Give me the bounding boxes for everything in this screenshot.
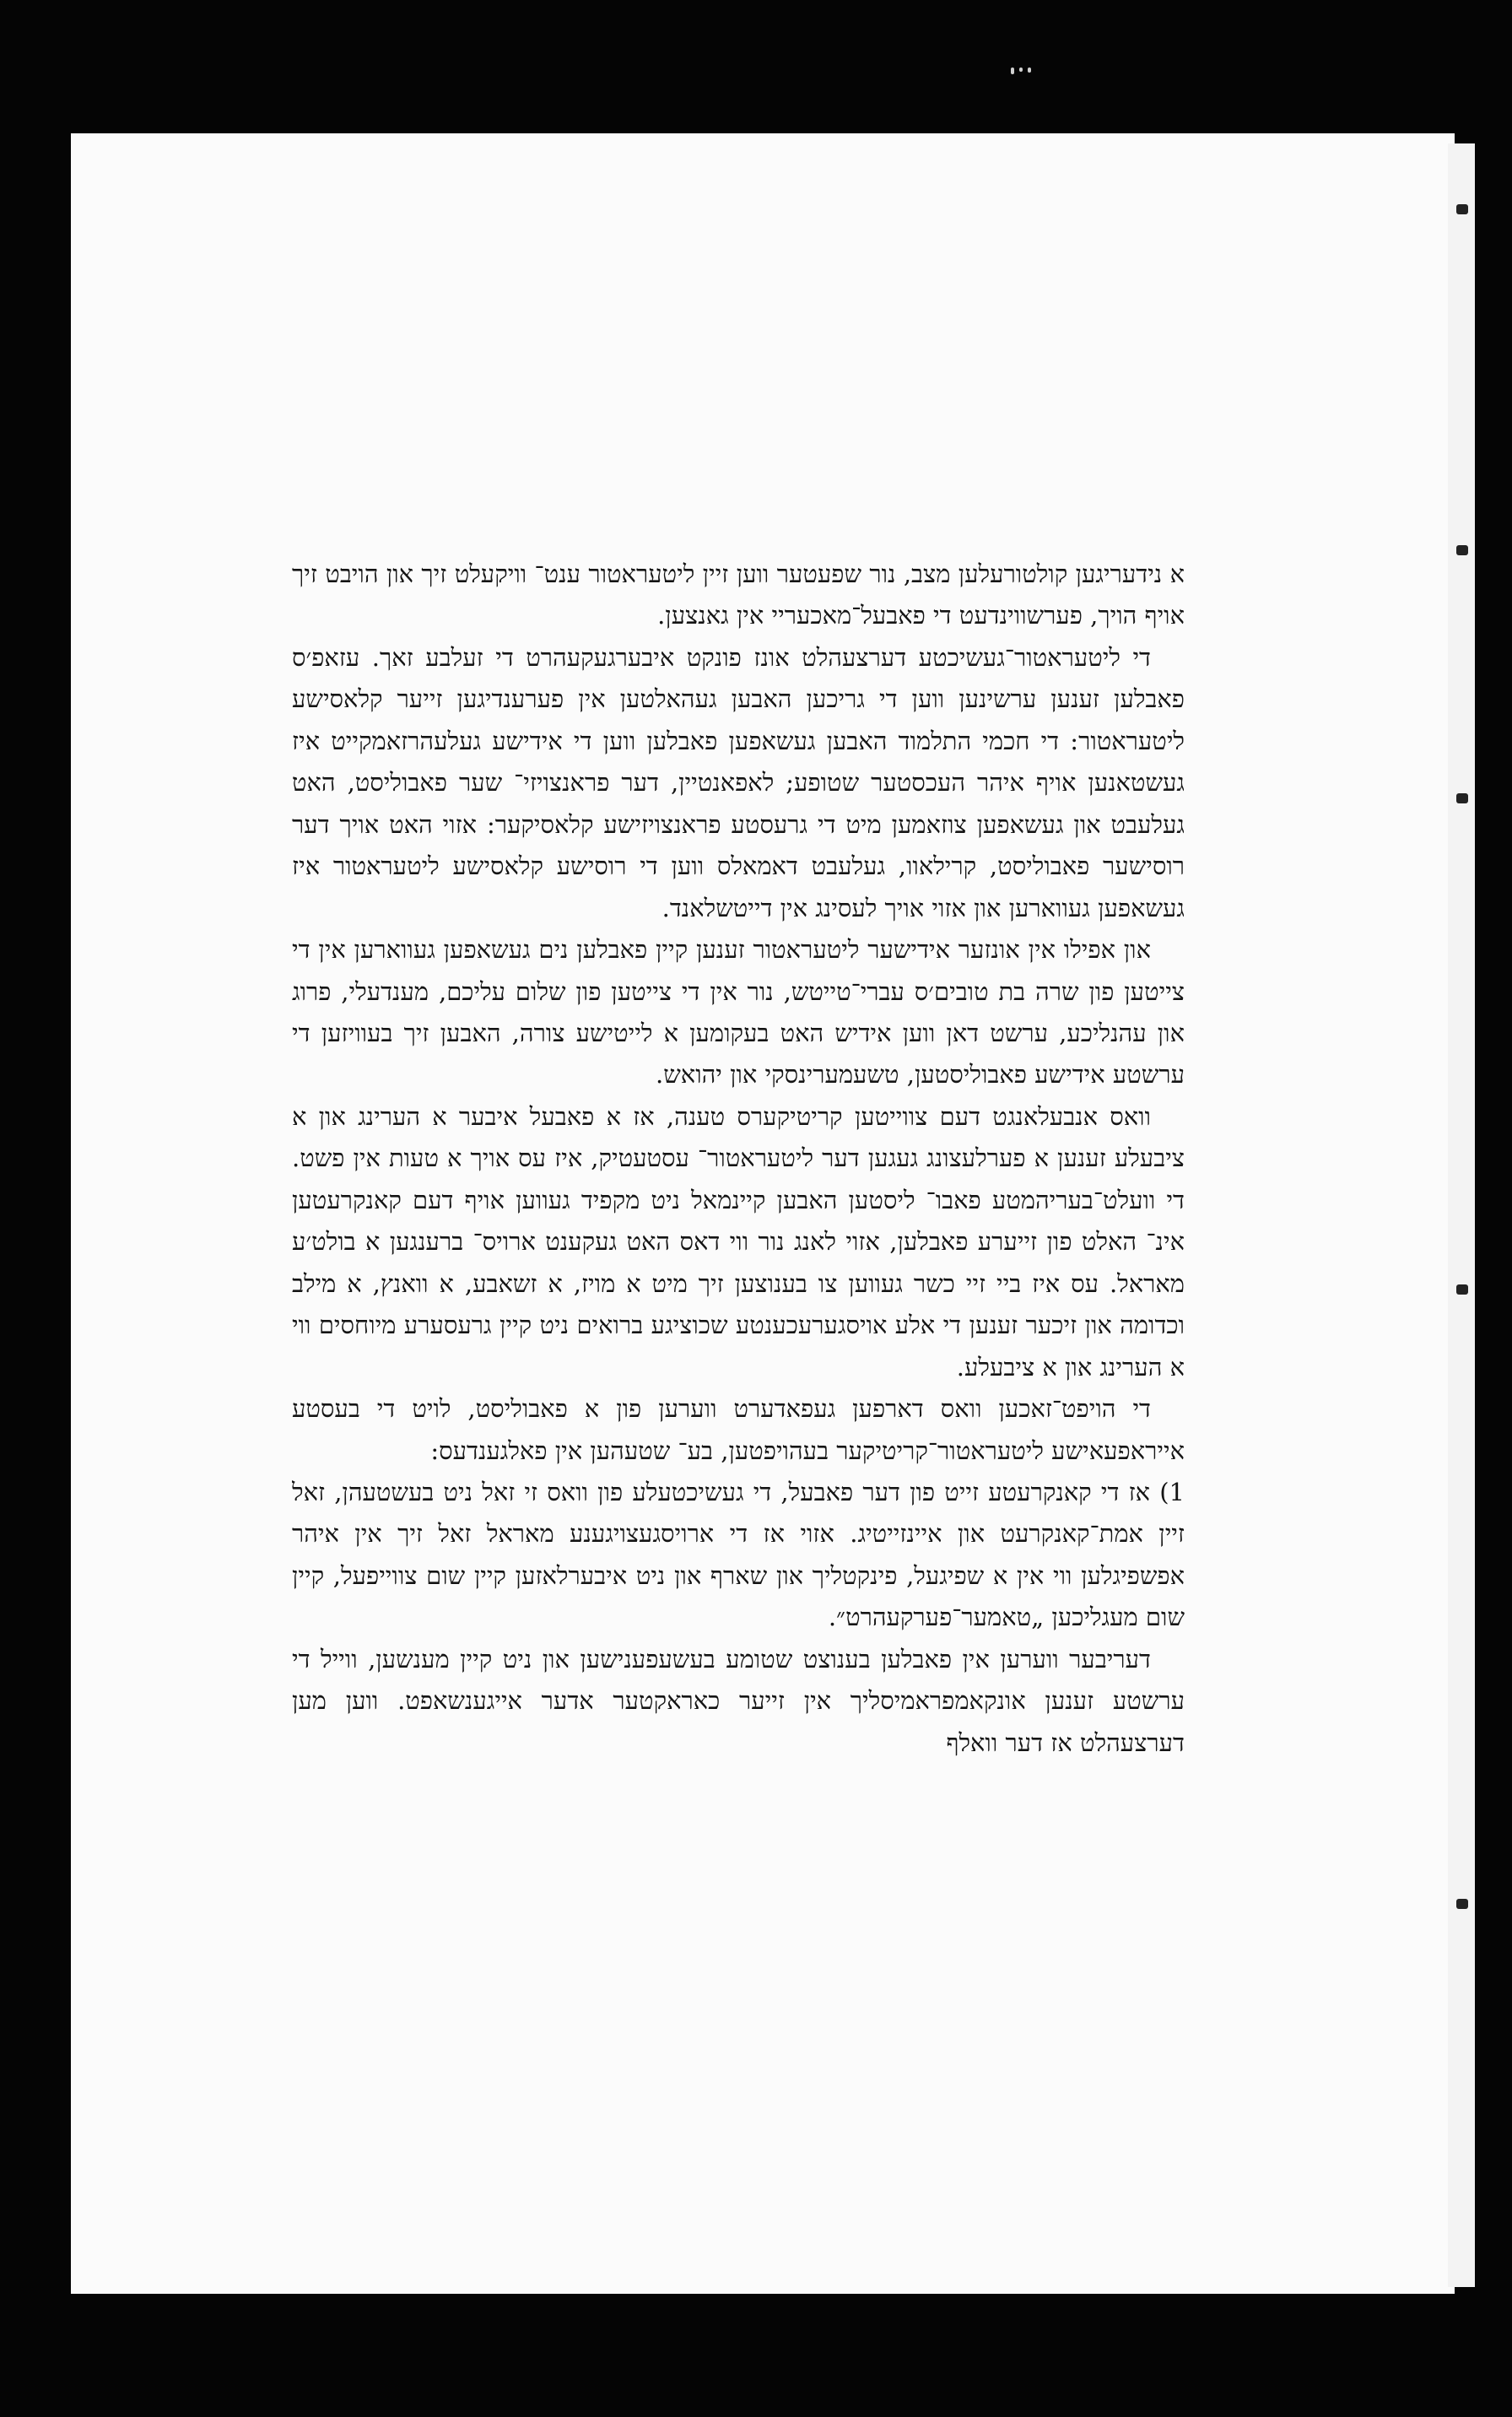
paragraph-4: וואס אנבעלאנגט דעם צווייטען קריטיקערס טענה, אז א פאבעל איבער א הערינג און א ציבעלע זענען א פערלעצונג געגען דער ליטעראטור־ עסטעטיק, איז עס אויך א טעות אין פשט. די וועלט־בעריהמטע פאבו־ ליסטען האבען קיינמאל ניט מקפיד געווען אויף דעם קאנקרעטען אינ־ האלט פון זייערע פאבלען, אזוי לאנג נור ווי דאס האט געקענט ארויס־ ברענגען א בולט׳ע מאראל. עס איז ביי זיי כשר געווען צו בענוצען זיך מיט א מויז, א זשאבע, א וואנץ, א מילב וכדומה און זיכער זענען די אלע אויסגערעכענטע שכוציגע ברואים ניט קיין גרעסערע מיוחסים ווי א הערינג און א ציבעלע.: [292, 1101, 1185, 1382]
paragraph-1: א נידעריגען קולטורעלען מצב, נור שפעטער ווען זיין ליטעראטור ענט־ וויקעלט זיך און הויבט זיך אויף הויך, פערשווינדעט די פאבעל־מאכעריי אין גאנצען.: [292, 560, 1185, 630]
paragraph-7: דעריבער ווערען אין פאבלען בענוצט שטומע בעשעפענישען און ניט קיין מענשען, ווייל די ערשטע זענען אונקאמפראמיסליך אין זייער כאראקטער אדער אייגענשאפט. ווען מען דערצעהלט אז דער וואלף: [292, 1644, 1185, 1757]
body-text: [292, 554, 1185, 2098]
paragraph-6: 1) אז די קאנקרעטע זייט פון דער פאבעל, די געשיכטעלע פון וואס זי זאל ניט בעשטעהן, זאל זיין אמת־קאנקרעט און איינזייטיג. אזוי אז די ארויסגעצויגענע מאראל זאל זיך אין איהר אפשפיגלען ווי אין א שפיגעל, פינקטליך און שארף און ניט איבערלאזען קיין שום צווייפעל, קיין שום מעגליכען „טאמער־פערקעהרט״.: [292, 1477, 1185, 1632]
paragraph-2: די ליטעראטור־געשיכטע דערצעהלט אונז פונקט איבערגעקעהרט די זעלבע זאך. עזאפ׳ס פאבלען זענען ערשינען ווען די גריכען האבען געהאלטען אין פערענדיגען זייער קלאסישע ליטעראטור: די חכמי התלמוד האבען געשאפען פאבלען ווען די אידישע געלעהרזאמקייט איז געשטאנען אויף איהר העכסטער שטופע; לאפאנטיין, דער פראנצויזי־ שער פאבוליסט, האט געלעבט און געשאפען צוזאמען מיט די גרעסטע פראנצויזישע קלאסיקער: אזוי האט אויך דער רוסישער פאבוליסט, קרילאוו, געלעבט דאמאלס ווען די רוסישע קלאסישע ליטעראטור איז געשאפען געווארען און אזוי אויך לעסינג אין דייטשלאנד.: [292, 642, 1185, 922]
dust-specks: [1011, 68, 1036, 79]
binding-holes: [1453, 143, 1472, 2287]
paragraph-5: די הויפט־זאכען וואס דארפען געפאדערט ווערען פון א פאבוליסט, לויט די בעסטע אייראפעאישע ליטעראטור־קריטיקער בעהויפטען, בע־ שטעהען אין פאלגענדעס:: [292, 1394, 1185, 1465]
paragraph-3: און אפילו אין אונזער אידישער ליטעראטור זענען קיין פאבלען נים געשאפען געווארען אין די צייטען פון שרה בת טובים׳ס עברי־טייטש, נור אין די צייטען פון שלום עליכם, מענדעלי, פרוג און עהנליכע, ערשט דאן ווען אידיש האט בעקומען א לייטישע צורה, האבען זיך בעוויזען די ערשטע אידישע פאבוליסטען, טשעמערינסקי און יהואש.: [292, 935, 1185, 1090]
